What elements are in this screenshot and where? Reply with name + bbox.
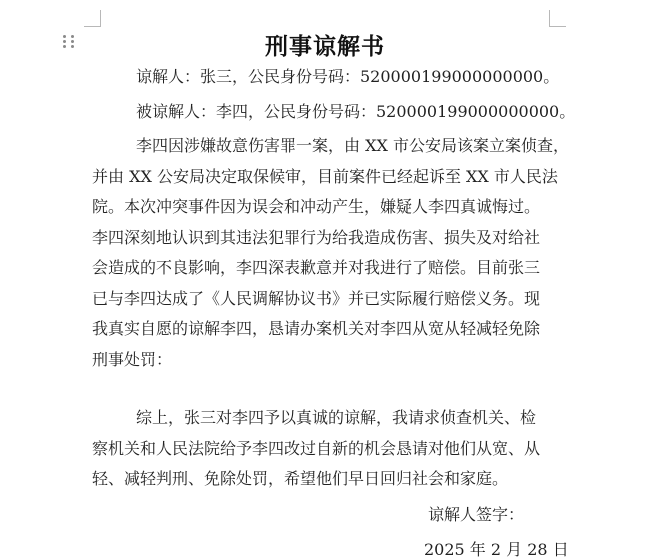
paragraph-line: 并由 XX 公安局决定取保候审，目前案件已经起诉至 XX 市人民法 — [92, 166, 558, 186]
paragraph-line: 刑事处罚： — [92, 349, 173, 369]
page-corner-mark-top-left — [84, 10, 101, 27]
paragraph-line: 我真实自愿的谅解李四，恳请办案机关对李四从宽从轻减轻免除 — [92, 319, 541, 338]
paragraph-line: 李四因涉嫌故意伤害罪一案，由 XX 市公安局该案立案侦查， — [136, 136, 569, 155]
paragraph-line: 察机关和人民法院给予李四改过自新的机会恳请对他们从宽、从 — [92, 438, 541, 458]
signature-label: 谅解人签字： — [428, 505, 525, 524]
paragraph-line: 轻、减轻判刑、免除处罚，希望他们早日回归社会和家庭。 — [92, 469, 509, 488]
paragraph-line: 李四深刻地认识到其违法犯罪行为给我造成伤害、损失及对给社 — [92, 227, 541, 247]
paragraph-line: 综上，张三对李四予以真诚的谅解，我请求侦查机关、检 — [136, 408, 537, 427]
document-title: 刑事谅解书 — [265, 34, 385, 60]
paragraph-line: 院。本次冲突事件因为误会和冲动产生，嫌疑人李四真诚悔过。 — [92, 197, 541, 216]
page-corner-mark-top-right — [549, 10, 566, 27]
forgiver-info-line: 谅解人：张三，公民身份号码：520000199000000000。 — [136, 67, 560, 86]
forgiven-info-line: 被谅解人：李四，公民身份号码：520000199000000000。 — [136, 102, 576, 121]
paragraph-line: 会造成的不良影响，李四深表歉意并对我进行了赔偿。目前张三 — [92, 258, 541, 277]
signature-date: 2025 年 2 月 28 日 — [424, 540, 569, 559]
paragraph-line: 已与李四达成了《人民调解协议书》并已实际履行赔偿义务。现 — [92, 288, 541, 308]
paragraph-conclusion — [92, 403, 540, 495]
paragraph-case-description — [92, 131, 569, 375]
